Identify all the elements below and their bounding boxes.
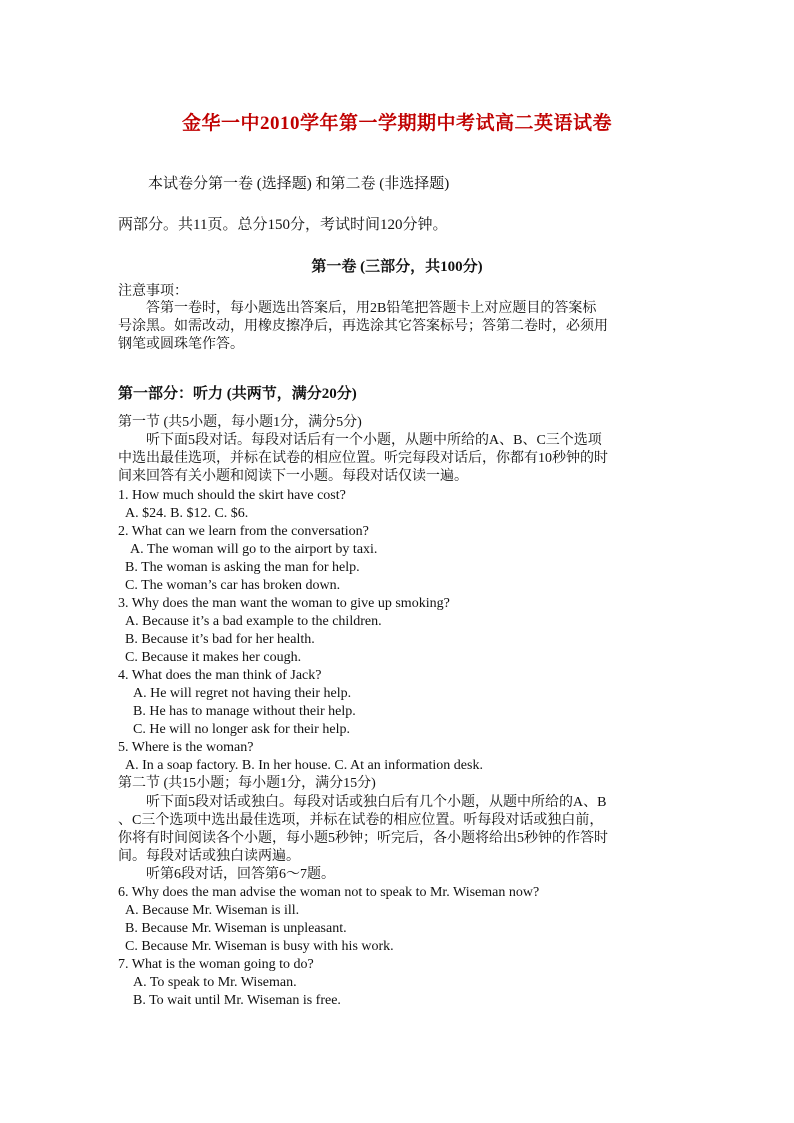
question-6-option-b: B. Because Mr. Wiseman is unpleasant. [125, 921, 347, 936]
section1-instruction: 听下面5段对话。每段对话后有一个小题，从题中所给的A、B、C三个选项 [146, 433, 602, 448]
question-5-options: A. In a soap factory. B. In her house. C. At an information desk. [125, 758, 483, 773]
section2-instruction: 、C三个选项中选出最佳选项，并标在试卷的相应位置。听每段对话或独白前， [118, 813, 604, 828]
question-6-option-a: A. Because Mr. Wiseman is ill. [125, 903, 300, 918]
part1-heading: 第一部分：听力 (共两节，满分20分) [118, 386, 357, 402]
question-4-option-a: A. He will regret not having their help. [133, 686, 352, 701]
section2-instruction: 间。每段对话或独白读两遍。 [118, 849, 300, 864]
question-3-option-b: B. Because it’s bad for her health. [125, 632, 315, 647]
notes-line: 答第一卷时，每小题选出答案后，用2B铅笔把答题卡上对应题目的答案标 [146, 301, 597, 316]
question-3-option-a: A. Because it’s a bad example to the children. [125, 614, 382, 629]
notes-line: 钢笔或圆珠笔作答。 [118, 337, 244, 352]
section2-instruction: 你将有时间阅读各个小题，每小题5秒钟；听完后，各小题将给出5秒钟的作答时 [118, 831, 608, 846]
question-3-option-c: C. Because it makes her cough. [125, 650, 302, 665]
question-6-stem: 6. Why does the man advise the woman not to speak to Mr. Wiseman now? [118, 885, 540, 900]
question-3-stem: 3. Why does the man want the woman to give up smoking? [118, 596, 450, 611]
question-7-option-a: A. To speak to Mr. Wiseman. [133, 975, 297, 990]
question-4-option-b: B. He has to manage without their help. [133, 704, 356, 719]
notes-line: 号涂黑。如需改动，用橡皮擦净后，再选涂其它答案标号；答第二卷时，必须用 [118, 319, 608, 334]
intro-line-1: 本试卷分第一卷 (选择题) 和第二卷 (非选择题) [148, 176, 450, 192]
question-2-stem: 2. What can we learn from the conversation? [118, 524, 369, 539]
question-2-option-a: A. The woman will go to the airport by taxi. [130, 542, 378, 557]
question-1-stem: 1. How much should the skirt have cost? [118, 488, 346, 503]
question-7-option-b: B. To wait until Mr. Wiseman is free. [133, 993, 341, 1008]
section2-heading: 第二节 (共15小题；每小题1分，满分15分) [118, 776, 376, 791]
section2-subheading: 听第6段对话，回答第6～7题。 [146, 867, 335, 882]
question-4-stem: 4. What does the man think of Jack? [118, 668, 322, 683]
notes-heading: 注意事项： [118, 284, 188, 299]
question-5-stem: 5. Where is the woman? [118, 740, 254, 755]
section2-instruction: 听下面5段对话或独白。每段对话或独白后有几个小题，从题中所给的A、B [146, 795, 607, 810]
section1-instruction: 中选出最佳选项，并标在试卷的相应位置。听完每段对话后，你都有10秒钟的时 [118, 451, 608, 466]
section1-instruction: 间来回答有关小题和阅读下一小题。每段对话仅读一遍。 [118, 469, 468, 484]
volume-heading: 第一卷 (三部分，共100分) [311, 259, 483, 275]
question-2-option-c: C. The woman’s car has broken down. [125, 578, 341, 593]
question-7-stem: 7. What is the woman going to do? [118, 957, 314, 972]
question-2-option-b: B. The woman is asking the man for help. [125, 560, 360, 575]
question-6-option-c: C. Because Mr. Wiseman is busy with his work. [125, 939, 394, 954]
exam-title: 金华一中2010学年第一学期期中考试高二英语试卷 [181, 113, 612, 134]
intro-line-2: 两部分。共11页。总分150分，考试时间120分钟。 [118, 217, 448, 233]
question-1-options: A. $24. B. $12. C. $6. [125, 506, 249, 521]
section1-heading: 第一节 (共5小题，每小题1分，满分5分) [118, 415, 362, 430]
question-4-option-c: C. He will no longer ask for their help. [133, 722, 350, 737]
